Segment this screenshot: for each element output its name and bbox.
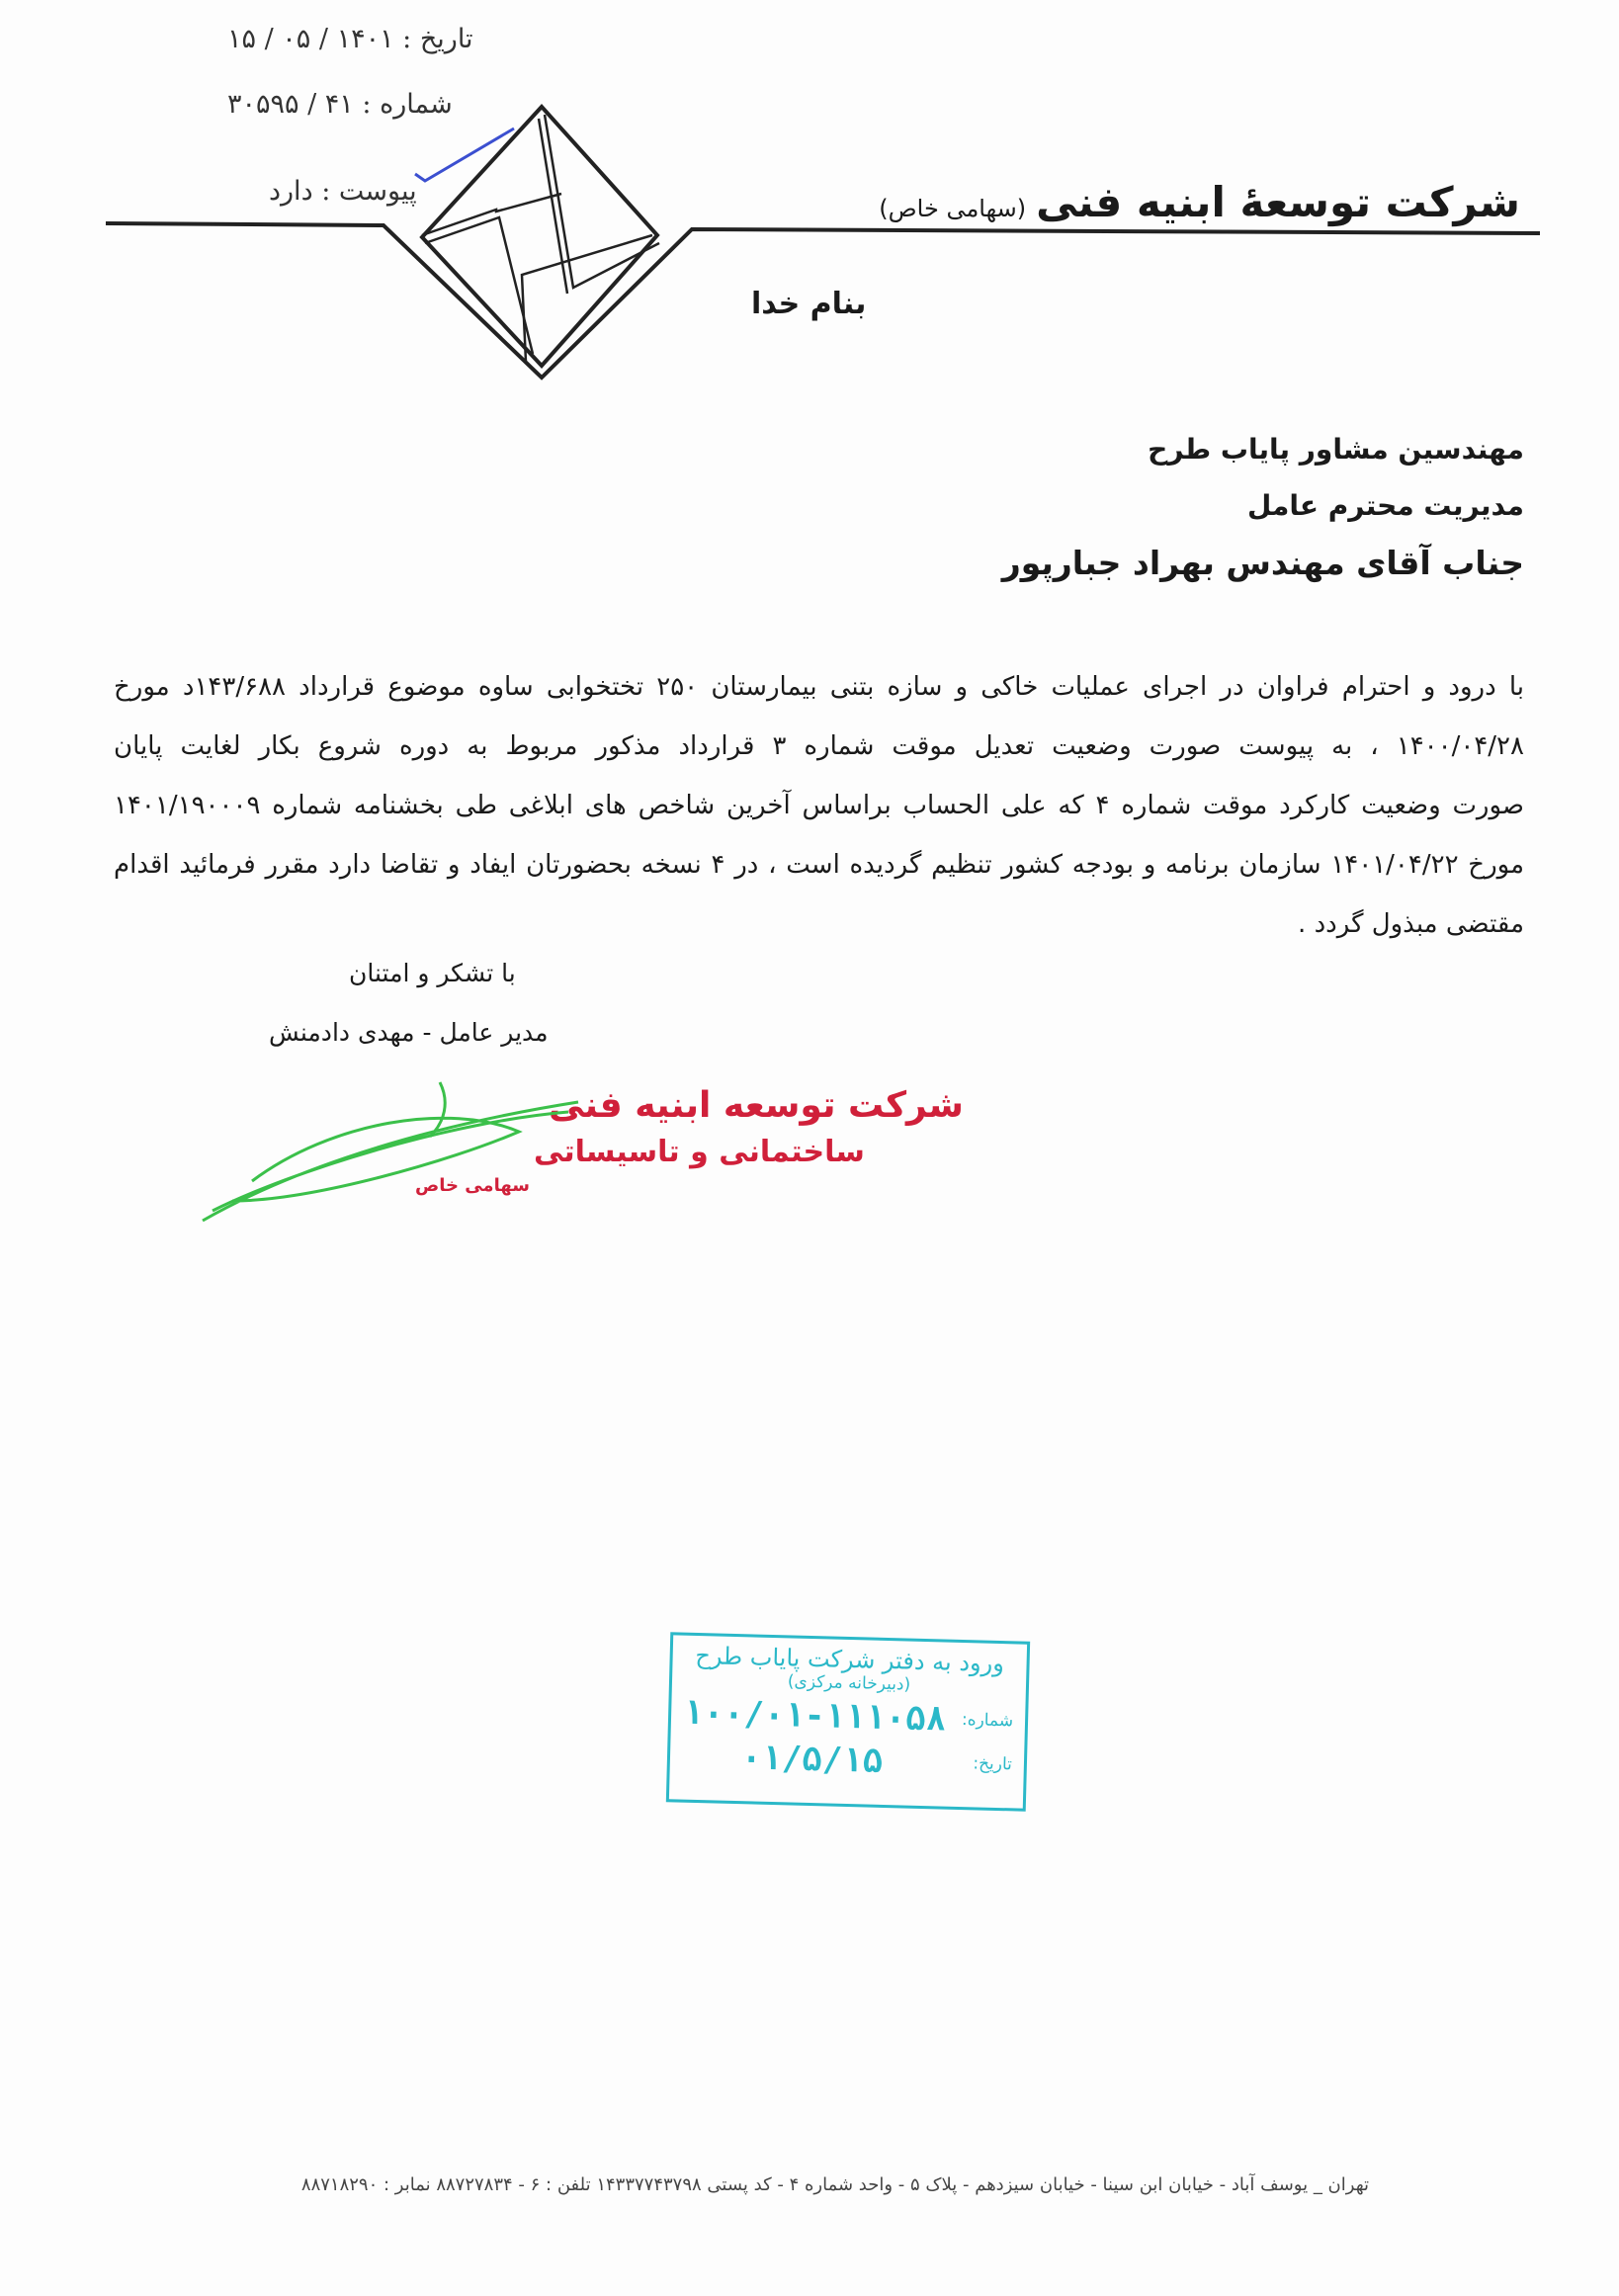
company-name bbox=[879, 178, 1520, 226]
svg-text:سهامی خاص: سهامی خاص bbox=[415, 1175, 530, 1196]
body-line: ۱۴۰۰/۰۴/۲۸ ، به پیوست صورت وضعیت تعدیل موقت شماره ۳ قرارداد مذکور مربوط به دوره شروع بکار لغایت پایان bbox=[114, 731, 1524, 761]
svg-text:ساختمانی و تاسیساتی: ساختمانی و تاسیساتی bbox=[534, 1135, 865, 1169]
stamp-number-label: شماره: bbox=[961, 1710, 1014, 1732]
stamp-date-value: ۰۱/۵/۱۵ bbox=[740, 1738, 884, 1781]
body-line: با درود و احترام فراوان در اجرای عملیات خاکی و سازه بتنی بیمارستان ۲۵۰ تختخوابی ساوه موضوع قرارداد ۱۴۳/۶۸۸د مورخ bbox=[114, 672, 1525, 702]
recipient-line: مدیریت محترم عامل bbox=[1247, 489, 1524, 522]
signatory: مدیر عامل - مهدی دادمنش bbox=[269, 1018, 549, 1047]
body-line: صورت وضعیت کارکرد موقت شماره ۴ که علی الحساب براساس آخرین شاخص های ابلاغی طی بخشنامه شماره ۱۴۰۱/۱۹۰۰۰۹ bbox=[114, 791, 1524, 820]
company-name-text: شرکت توسعهٔ ابنیه فنی bbox=[1036, 178, 1520, 226]
company-seal-signature bbox=[193, 1063, 964, 1231]
stamp-title: ورود به دفتر شرکت پایاب طرح bbox=[695, 1641, 1005, 1678]
date-label: تاریخ : bbox=[402, 24, 473, 54]
company-type: (سهامی خاص) bbox=[879, 195, 1027, 222]
stamp-date-label: تاریخ: bbox=[973, 1753, 1013, 1775]
receipt-stamp bbox=[666, 1632, 1030, 1811]
number-value: ۴۱ / ۳۰۵۹۵ bbox=[227, 89, 354, 120]
svg-text:شرکت توسعه ابنیه فنی: شرکت توسعه ابنیه فنی bbox=[549, 1085, 964, 1126]
bismillah: بنام خدا bbox=[751, 287, 867, 321]
stamp-number-value: ۱۰۰/۰۱-۱۱۱۰۵۸ bbox=[682, 1692, 947, 1740]
attachment-label: پیوست : bbox=[321, 176, 417, 207]
date-value: ۱۴۰۱ / ۰۵ / ۱۵ bbox=[227, 24, 394, 54]
footer-address: تهران _ یوسف آباد - خیابان ابن سینا - خیابان سیزدهم - پلاک ۵ - واحد شماره ۴ - کد پستی ۱۴۳۳۷۷۴۳۷۹۸ تلفن : ۶ - ۸۸۷۲۷۸۳۴ نمابر : ۸۸۷۱۸۲۹۰ bbox=[300, 2174, 1369, 2195]
number-label: شماره : bbox=[362, 89, 453, 120]
letter-body bbox=[114, 657, 1524, 954]
recipient-line: جناب آقای مهندس بهراد جبارپور bbox=[1001, 544, 1524, 582]
body-line: مورخ ۱۴۰۱/۰۴/۲۲ سازمان برنامه و بودجه کشور تنظیم گردیده است ، در ۴ نسخه بحضورتان ایفاد و تقاضا دارد مقرر فرمائید اقدام bbox=[114, 850, 1525, 880]
body-line: مقتضی مبذول گردد . bbox=[1298, 909, 1524, 939]
stamp-subtitle: (دبیرخانه مرکزی) bbox=[787, 1671, 911, 1695]
recipient-line: مهندسین مشاور پایاب طرح bbox=[1148, 433, 1524, 466]
attachment-value: دارد bbox=[269, 176, 313, 207]
closing-thanks: با تشکر و امتنان bbox=[349, 959, 516, 987]
